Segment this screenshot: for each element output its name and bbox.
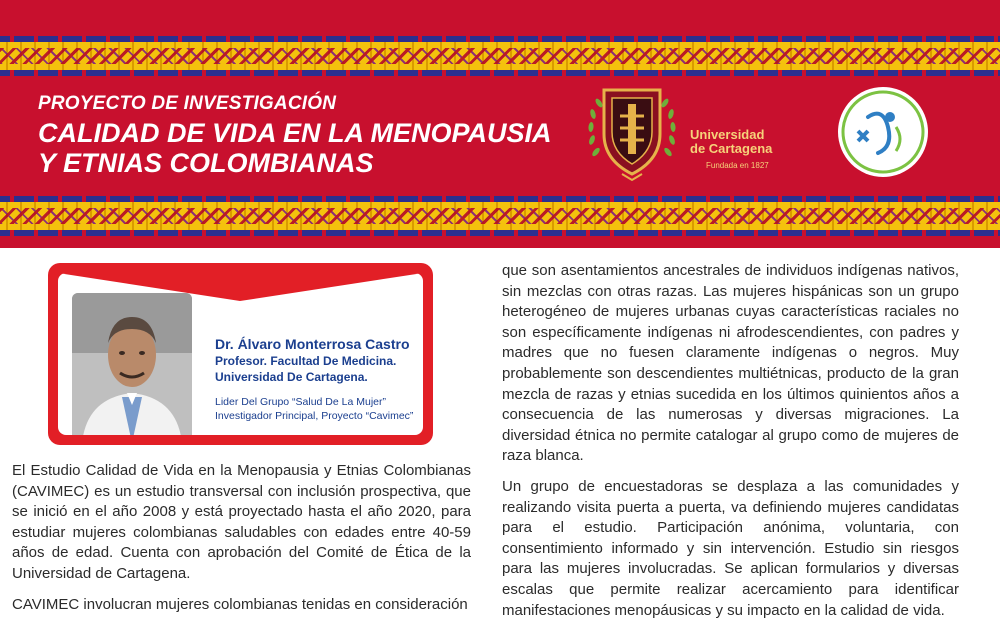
project-title: [38, 118, 558, 178]
author-position: Investigador Principal, Proyecto “Cavimec”: [215, 410, 414, 422]
university-crest-icon: [582, 82, 682, 182]
left-column: [12, 461, 471, 625]
author-card: [48, 263, 433, 445]
author-group: Lider Del Grupo “Salud De La Mujer”: [215, 396, 386, 408]
author-card-inner: [58, 273, 423, 435]
author-photo: [72, 293, 192, 435]
salud-de-la-mujer-logo-icon: [838, 87, 928, 177]
second-paragraph: CAVIMEC involucran mujeres colombianas tenidas en consideración: [12, 595, 468, 613]
right-column: [502, 261, 959, 631]
university-name-line2: de Cartagena: [690, 141, 773, 156]
author-name: Dr. Álvaro Monterrosa Castro: [215, 336, 410, 352]
project-kicker: PROYECTO DE INVESTIGACIÓN: [38, 93, 337, 114]
author-role: Profesor. Facultad De Medicina.: [215, 354, 397, 368]
project-title-line1: CALIDAD DE VIDA EN LA MENOPAUSIA: [38, 118, 552, 148]
research-group-logo: [838, 87, 928, 177]
university-founded: Fundada en 1827: [706, 161, 769, 170]
university-name: [690, 128, 772, 156]
decorative-stripe-bottom: [0, 196, 1000, 236]
ethnic-description-paragraph: que son asentamientos ancestrales de individuos indígenas nativos, sin mezclas con otras razas. Las mujeres hispánicas son un grupo heterogéneo de mujeres urbanas cuyas características raciales no son específicamente indígenas ni afrodescendientes, con padres y madres que no fuesen claramente indígenas o negros. Muy probablemente son descendientes multiétnicas, producto de la gran mezcla de razas y etnias sucedida en los últimos quinientos años a consecuencia de las numerosas y diversas migraciones. La diversidad étnica no permite catalogar al grupo como de mujeres de raza blanca.: [502, 262, 959, 465]
header-banner: [0, 0, 1000, 248]
project-title-line2: Y ETNIAS COLOMBIANAS: [38, 148, 374, 178]
author-portrait-icon: [72, 293, 192, 435]
decorative-stripe-top: [0, 36, 1000, 76]
university-name-line1: Universidad: [690, 127, 765, 142]
methodology-paragraph: Un grupo de encuestadoras se desplaza a las comunidades y realizando visita puerta a puerta, va definiendo mujeres candidatas para el estudio. Participación anónima, voluntaria, con consentimiento informado y sin intervención. Estudio sin riesgos para las mujeres involucradas. Se aplican formularios y diversas escalas que permite realizar acercamiento para identificar manifestaciones menopáusicas y su impacto en la calidad de vida.: [502, 477, 959, 619]
intro-paragraph: El Estudio Calidad de Vida en la Menopausia y Etnias Colombianas (CAVIMEC) es un estudio transversal con inclusión prospectiva, que se inició en el año 2008 y está proyectado hasta el año 2020, para estudiar mujeres colombianas saludables con edades entre 40-59 años de edad. Cuenta con aprobación del Comité de Ética de la Universidad de Cartagena.: [12, 462, 471, 582]
banner-top-band: [0, 0, 1000, 36]
author-institution: Universidad De Cartagena.: [215, 370, 368, 384]
